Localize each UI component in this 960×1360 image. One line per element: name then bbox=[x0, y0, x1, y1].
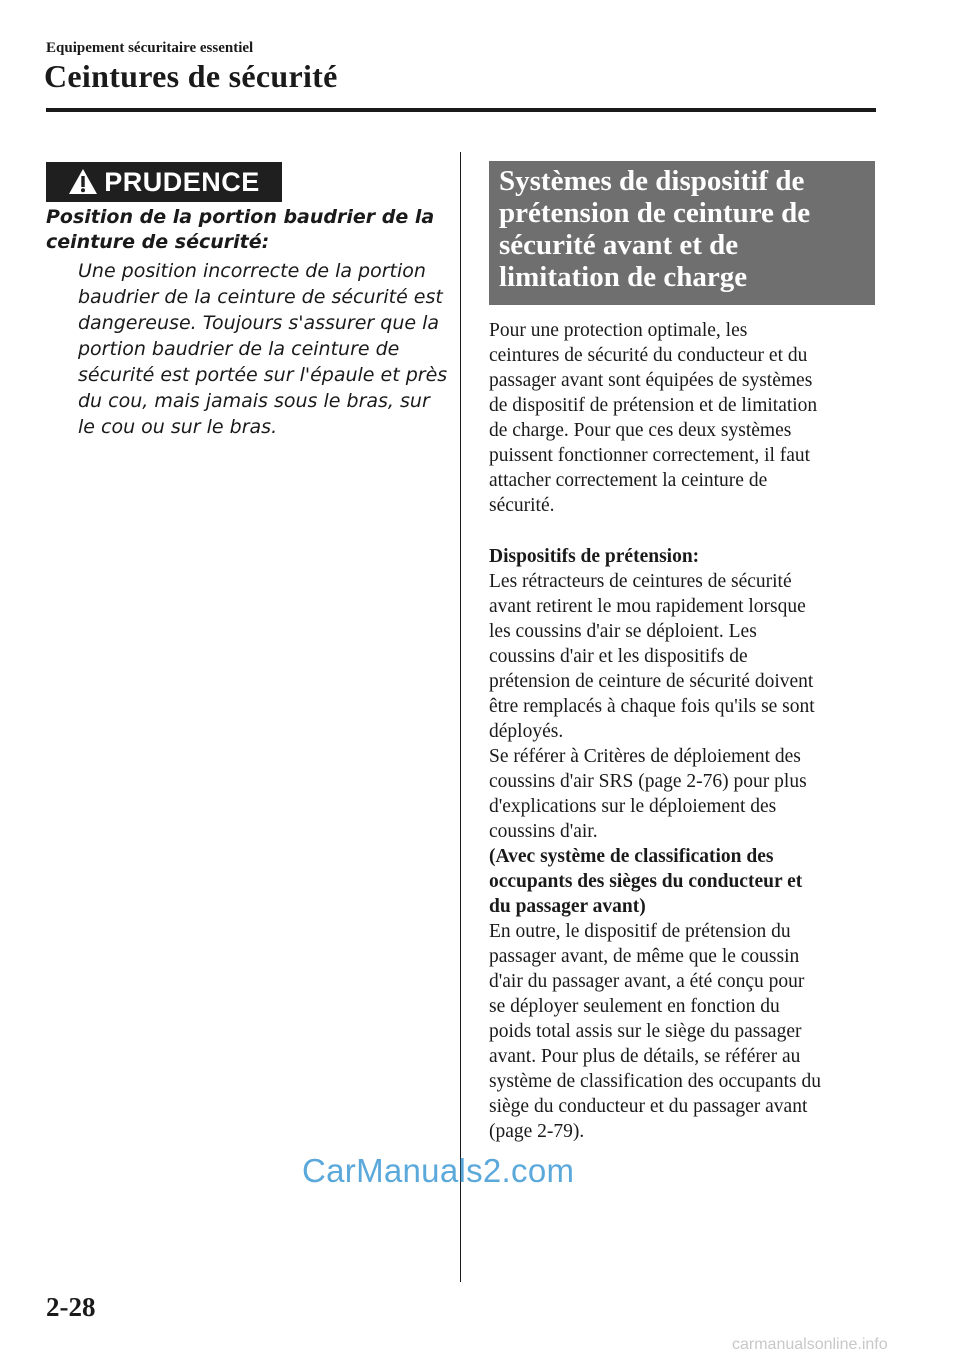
pretension-line: prétension de ceinture de sécurité doivent bbox=[489, 671, 814, 692]
pretension-paragraph bbox=[489, 569, 879, 844]
pretension-line: avant retirent le mou rapidement lorsque bbox=[489, 596, 806, 617]
intro-line: sécurité. bbox=[489, 495, 555, 516]
warning-triangle-icon bbox=[68, 167, 98, 197]
pretension-line: déployés. bbox=[489, 721, 564, 742]
pretension-line: les coussins d'air se déploient. Les bbox=[489, 621, 757, 642]
pretension-line: coussins d'air. bbox=[489, 821, 598, 842]
classification-paragraph bbox=[489, 919, 879, 1144]
page-number: 2-28 bbox=[46, 1292, 96, 1322]
caution-body-line: le cou ou sur le bras. bbox=[78, 416, 278, 438]
caution-body-line: dangereuse. Toujours s'assurer que la bbox=[78, 312, 440, 334]
page-title: Ceintures de sécurité bbox=[44, 58, 338, 94]
intro-line: Pour une protection optimale, les bbox=[489, 320, 748, 341]
section-banner bbox=[489, 161, 875, 305]
caution-heading-line: ceinture de sécurité: bbox=[46, 231, 270, 253]
caution-heading-line: Position de la portion baudrier de la bbox=[46, 206, 435, 228]
classification-line: d'air du passager avant, a été conçu pour bbox=[489, 971, 805, 992]
footer-watermark: carmanualsonline.info bbox=[732, 1336, 888, 1353]
intro-line: ceintures de sécurité du conducteur et du bbox=[489, 345, 808, 366]
classification-line: poids total assis sur le siège du passager bbox=[489, 1021, 802, 1042]
caution-body-line: portion baudrier de la ceinture de bbox=[78, 338, 400, 360]
classification-heading-line: occupants des sièges du conducteur et bbox=[489, 871, 803, 892]
caution-body-line: sécurité est portée sur l'épaule et près bbox=[78, 364, 448, 386]
pretension-line: Les rétracteurs de ceintures de sécurité bbox=[489, 571, 792, 592]
intro-line: puissent fonctionner correctement, il faut bbox=[489, 445, 811, 466]
caution-body-line: du cou, mais jamais sous le bras, sur bbox=[78, 390, 430, 412]
classification-line: système de classification des occupants du bbox=[489, 1071, 821, 1092]
pretension-line: coussins d'air SRS (page 2-76) pour plus bbox=[489, 771, 807, 792]
classification-line: En outre, le dispositif de prétension du bbox=[489, 921, 791, 942]
caution-heading bbox=[46, 205, 446, 255]
section-kicker: Equipement sécuritaire essentiel bbox=[46, 40, 254, 56]
pretension-line: d'explications sur le déploiement des bbox=[489, 796, 777, 817]
classification-line: (page 2-79). bbox=[489, 1121, 585, 1142]
caution-label: PRUDENCE bbox=[104, 166, 260, 197]
section-title-line: sécurité avant et de bbox=[499, 229, 739, 261]
caution-badge bbox=[46, 162, 282, 202]
watermark-logo: CarManuals2.com bbox=[302, 1152, 575, 1189]
pretension-heading: Dispositifs de prétension: bbox=[489, 546, 700, 567]
caution-body-line: Une position incorrecte de la portion bbox=[78, 260, 426, 282]
classification-line: siège du conducteur et du passager avant bbox=[489, 1096, 808, 1117]
classification-line: se déployer seulement en fonction du bbox=[489, 996, 780, 1017]
header-rule bbox=[46, 108, 876, 112]
intro-paragraph bbox=[489, 318, 879, 518]
pretension-line: coussins d'air et les dispositifs de bbox=[489, 646, 748, 667]
intro-line: attacher correctement la ceinture de bbox=[489, 470, 768, 491]
classification-line: passager avant, de même que le coussin bbox=[489, 946, 800, 967]
pretension-line: être remplacés à chaque fois qu'ils se sont bbox=[489, 696, 815, 717]
section-title-line: Systèmes de dispositif de bbox=[499, 165, 805, 197]
classification-heading-line: du passager avant) bbox=[489, 896, 646, 917]
intro-line: de dispositif de prétension et de limitation bbox=[489, 395, 818, 416]
column-divider bbox=[460, 152, 461, 1282]
section-title-line: prétension de ceinture de bbox=[499, 197, 811, 229]
section-title-line: limitation de charge bbox=[499, 261, 748, 293]
caution-body-line: baudrier de la ceinture de sécurité est bbox=[78, 286, 443, 308]
intro-line: de charge. Pour que ces deux systèmes bbox=[489, 420, 792, 441]
pretension-line: Se référer à Critères de déploiement des bbox=[489, 746, 801, 767]
classification-heading bbox=[489, 844, 879, 919]
caution-body bbox=[78, 258, 448, 440]
intro-line: passager avant sont équipées de systèmes bbox=[489, 370, 813, 391]
classification-line: avant. Pour plus de détails, se référer au bbox=[489, 1046, 801, 1067]
classification-heading-line: (Avec système de classification des bbox=[489, 846, 774, 867]
